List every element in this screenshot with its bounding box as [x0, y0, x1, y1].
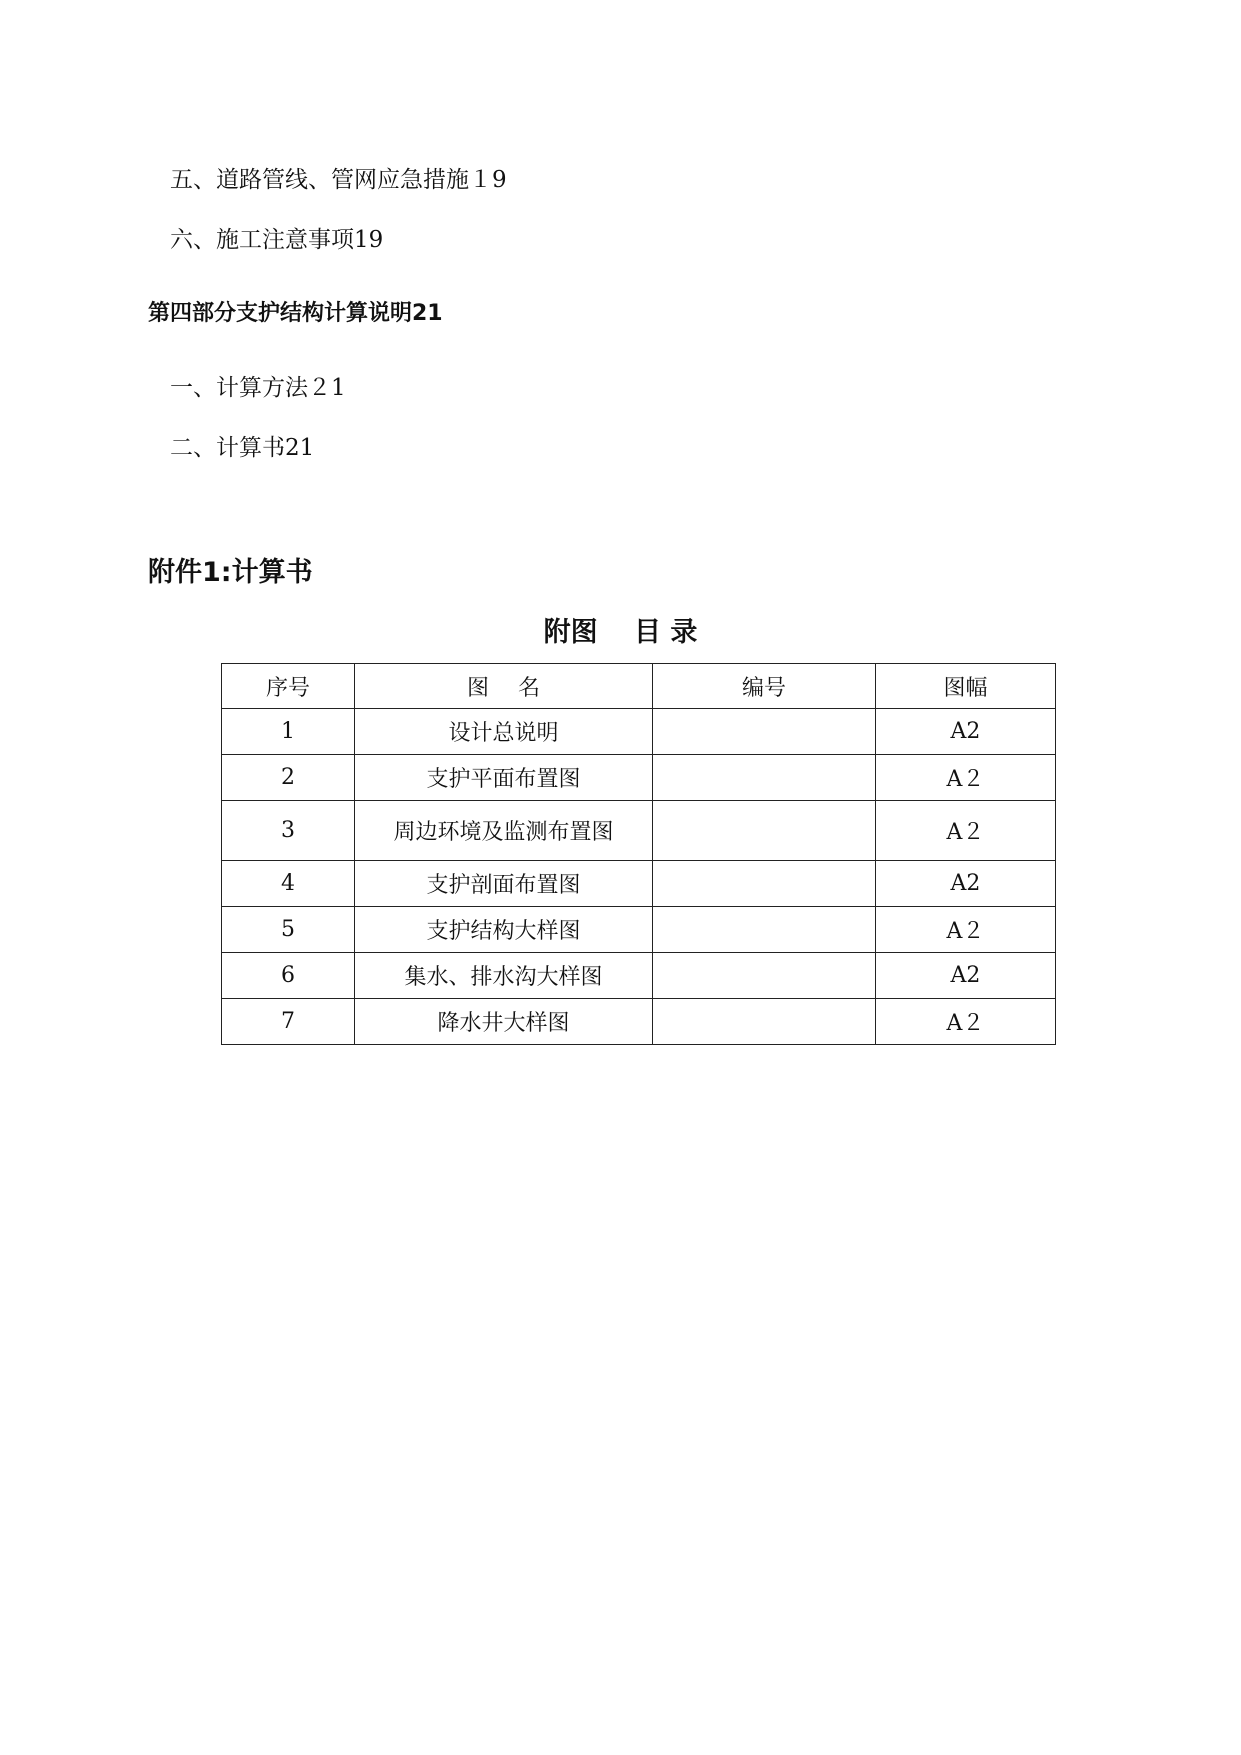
- row-serial-number: 3: [222, 801, 355, 861]
- header-sheet-size: 图幅: [876, 664, 1056, 709]
- row-drawing-code: [653, 953, 876, 999]
- row-drawing-name: 降水井大样图: [355, 999, 653, 1045]
- row-sheet-size: A2: [876, 861, 1056, 907]
- row-drawing-name: 集水、排水沟大样图: [355, 953, 653, 999]
- table-header-row: [222, 664, 1056, 709]
- row-drawing-code: [653, 755, 876, 801]
- row-sheet-size: A２: [876, 801, 1056, 861]
- row-serial-number: 4: [222, 861, 355, 907]
- row-drawing-name: 设计总说明: [355, 709, 653, 755]
- header-drawing-name: 图 名: [355, 664, 653, 709]
- row-serial-number: 7: [222, 999, 355, 1045]
- row-sheet-size: A2: [876, 953, 1056, 999]
- row-drawing-name: 支护剖面布置图: [355, 861, 653, 907]
- table-row: [222, 755, 1056, 801]
- row-drawing-code: [653, 907, 876, 953]
- table-row: [222, 801, 1056, 861]
- drawing-list-table: [221, 663, 1056, 1045]
- row-drawing-name: 支护结构大样图: [355, 907, 653, 953]
- row-sheet-size: A２: [876, 755, 1056, 801]
- row-serial-number: 2: [222, 755, 355, 801]
- row-drawing-code: [653, 999, 876, 1045]
- row-sheet-size: A２: [876, 907, 1056, 953]
- row-drawing-code: [653, 861, 876, 907]
- table-row: [222, 953, 1056, 999]
- toc-item-road-pipeline-emergency: 五、道路管线、管网应急措施１9: [170, 167, 507, 193]
- row-serial-number: 6: [222, 953, 355, 999]
- drawing-list-title: 附图 目 录: [543, 617, 698, 648]
- row-drawing-code: [653, 709, 876, 755]
- table-row: [222, 907, 1056, 953]
- row-sheet-size: A２: [876, 999, 1056, 1045]
- toc-item-construction-notes: 六、施工注意事项19: [170, 227, 384, 253]
- row-drawing-name: 支护平面布置图: [355, 755, 653, 801]
- table-row: [222, 861, 1056, 907]
- row-drawing-code: [653, 801, 876, 861]
- row-sheet-size: A2: [876, 709, 1056, 755]
- appendix-title: 附件1:计算书: [148, 557, 313, 588]
- row-serial-number: 5: [222, 907, 355, 953]
- toc-item-calculation-book: 二、计算书21: [170, 435, 315, 461]
- toc-item-calculation-method: 一、计算方法２1: [170, 375, 346, 401]
- table-row: [222, 999, 1056, 1045]
- header-serial-number: 序号: [222, 664, 355, 709]
- header-drawing-code: 编号: [653, 664, 876, 709]
- row-drawing-name: 周边环境及监测布置图: [355, 801, 653, 861]
- toc-part-four-heading: 第四部分支护结构计算说明21: [148, 301, 443, 326]
- table-row: [222, 709, 1056, 755]
- row-serial-number: 1: [222, 709, 355, 755]
